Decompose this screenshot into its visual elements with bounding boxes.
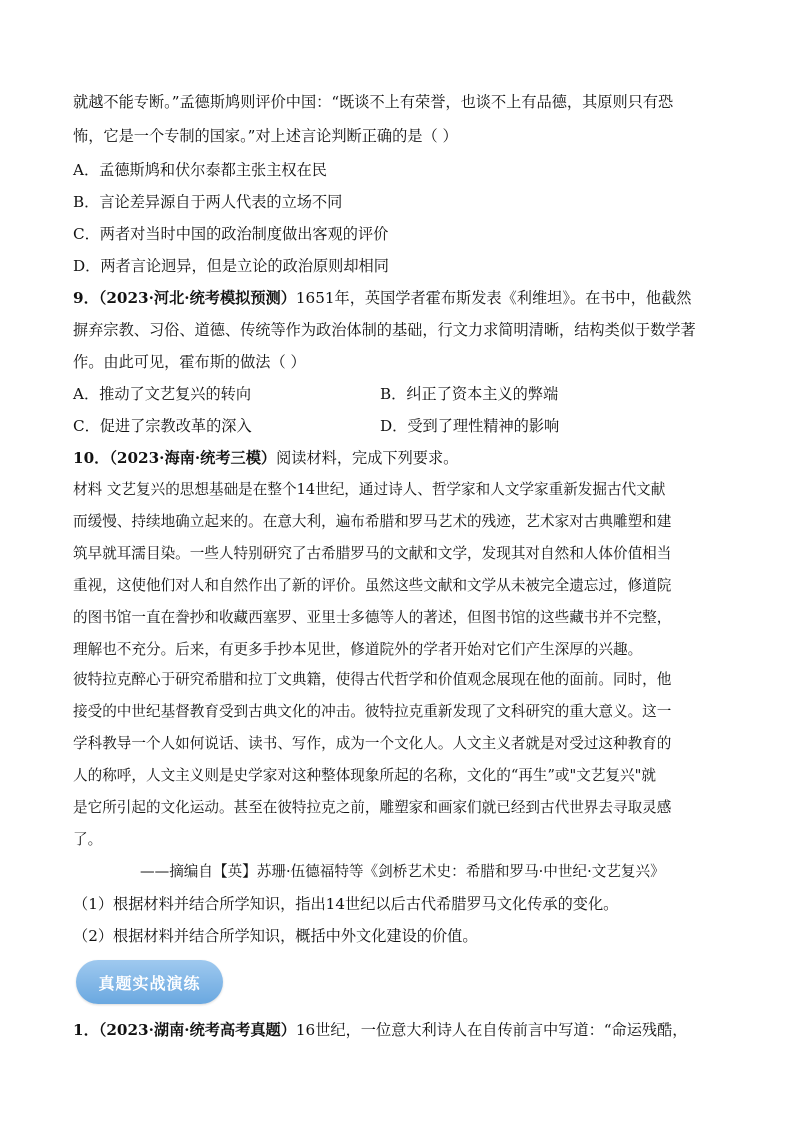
q10-material-line: 接受的中世纪基督教育受到古典文化的冲击。彼特拉克重新发现了文科研究的重大意义。这一 xyxy=(73,703,672,720)
q9-option-a[interactable]: A．推动了文艺复兴的转向 xyxy=(73,385,252,403)
q10-citation: ——摘编自【英】苏珊·伍德福特等《剑桥艺术史：希腊和罗马·中世纪·文艺复兴》 xyxy=(140,863,665,880)
section-badge xyxy=(76,960,223,1004)
q9-option-b[interactable]: B．纠正了资本主义的弊端 xyxy=(380,385,559,403)
section-badge-label: 真题实战演练 xyxy=(98,973,201,993)
q10-material-line: 人的称呼，人文主义则是史学家对这种整体现象所起的名称，文化的“再生”或"文艺复兴"就 xyxy=(73,767,656,784)
q10-material-line: 材料 文艺复兴的思想基础是在整个14世纪，通过诗人、哲学家和人文学家重新发掘古代文献 xyxy=(73,481,666,498)
q1-number: 1． xyxy=(73,1021,99,1039)
q10-subquestion-2: （2）根据材料并结合所学知识，概括中外文化建设的价值。 xyxy=(73,927,478,945)
q8-stem-line-2: 怖，它是一个专制的国家。”对上述言论判断正确的是（ ） xyxy=(73,127,458,145)
q8-option-a[interactable]: A．孟德斯鸠和伏尔泰都主张主权在民 xyxy=(73,161,327,179)
q10-material-line: 彼特拉克醉心于研究希腊和拉丁文典籍，使得古代哲学和价值观念展现在他的面前。同时，他 xyxy=(73,671,672,688)
q9-stem-line-1 xyxy=(73,288,728,308)
q10-heading xyxy=(73,448,728,468)
q8-stem-line-1: 就越不能专断。”孟德斯鸠则评价中国：“既谈不上有荣誉，也谈不上有品德，其原则只有恐 xyxy=(73,93,674,111)
q8-option-d[interactable]: D．两者言论迥异，但是立论的政治原则却相同 xyxy=(73,257,389,275)
q9-number: 9． xyxy=(73,289,99,307)
q10-material-line: 而缓慢、持续地确立起来的。在意大利，遍布希腊和罗马艺术的残迹，艺术家对古典雕塑和建 xyxy=(73,513,672,530)
q9-source: （2023·河北·统考模拟预测） xyxy=(98,289,296,307)
q1-stem-text: 16世纪，一位意大利诗人在自传前言中写道：“命运残酷， xyxy=(295,1021,688,1039)
q10-material-line: 理解也不充分。后来，有更多手抄本见世，修道院外的学者开始对它们产生深厚的兴趣。 xyxy=(73,641,643,658)
q10-material-line: 筑早就耳濡目染。一些人特别研究了古希腊罗马的文献和文学，发现其对自然和人体价值相当 xyxy=(73,545,672,562)
q1-stem-line-1 xyxy=(73,1020,728,1040)
q10-material-line: 学科教导一个人如何说话、读书、写作，成为一个文化人。人文主义者就是对受过这种教育的 xyxy=(73,735,672,752)
q10-instruction: 阅读材料，完成下列要求。 xyxy=(276,449,459,467)
q10-material-line: 了。 xyxy=(73,831,103,848)
q10-material-line: 重视，这使他们对人和自然作出了新的评价。虽然这些文献和文学从未被完全遗忘过，修道院 xyxy=(73,577,672,594)
q10-material-line: 的图书馆一直在誊抄和收藏西塞罗、亚里士多德等人的著述，但图书馆的这些藏书并不完整， xyxy=(73,609,672,626)
q9-stem-text: 1651年，英国学者霍布斯发表《利维坦》。在书中，他截然 xyxy=(295,289,692,307)
q9-option-d[interactable]: D．受到了理性精神的影响 xyxy=(380,417,560,435)
q8-option-b[interactable]: B．言论差异源自于两人代表的立场不同 xyxy=(73,193,343,211)
q9-stem-line-2: 摒弃宗教、习俗、道德、传统等作为政治体制的基础，行文力求简明清晰，结构类似于数学著 xyxy=(73,321,696,339)
q9-stem-line-3: 作。由此可见，霍布斯的做法（ ） xyxy=(73,353,306,371)
q10-material-line: 是它所引起的文化运动。甚至在彼特拉克之前，雕塑家和画家们就已经到古代世界去寻取灵感 xyxy=(73,799,672,816)
q1-source: （2023·湖南·统考高考真题） xyxy=(98,1021,296,1039)
q10-subquestion-1: （1）根据材料并结合所学知识，指出14世纪以后古代希腊罗马文化传承的变化。 xyxy=(73,895,619,913)
q10-source: （2023·海南·统考三模） xyxy=(109,449,277,467)
q10-number: 10． xyxy=(73,449,110,467)
q9-option-c[interactable]: C．促进了宗教改革的深入 xyxy=(73,417,252,435)
q8-option-c[interactable]: C．两者对当时中国的政治制度做出客观的评价 xyxy=(73,225,389,243)
